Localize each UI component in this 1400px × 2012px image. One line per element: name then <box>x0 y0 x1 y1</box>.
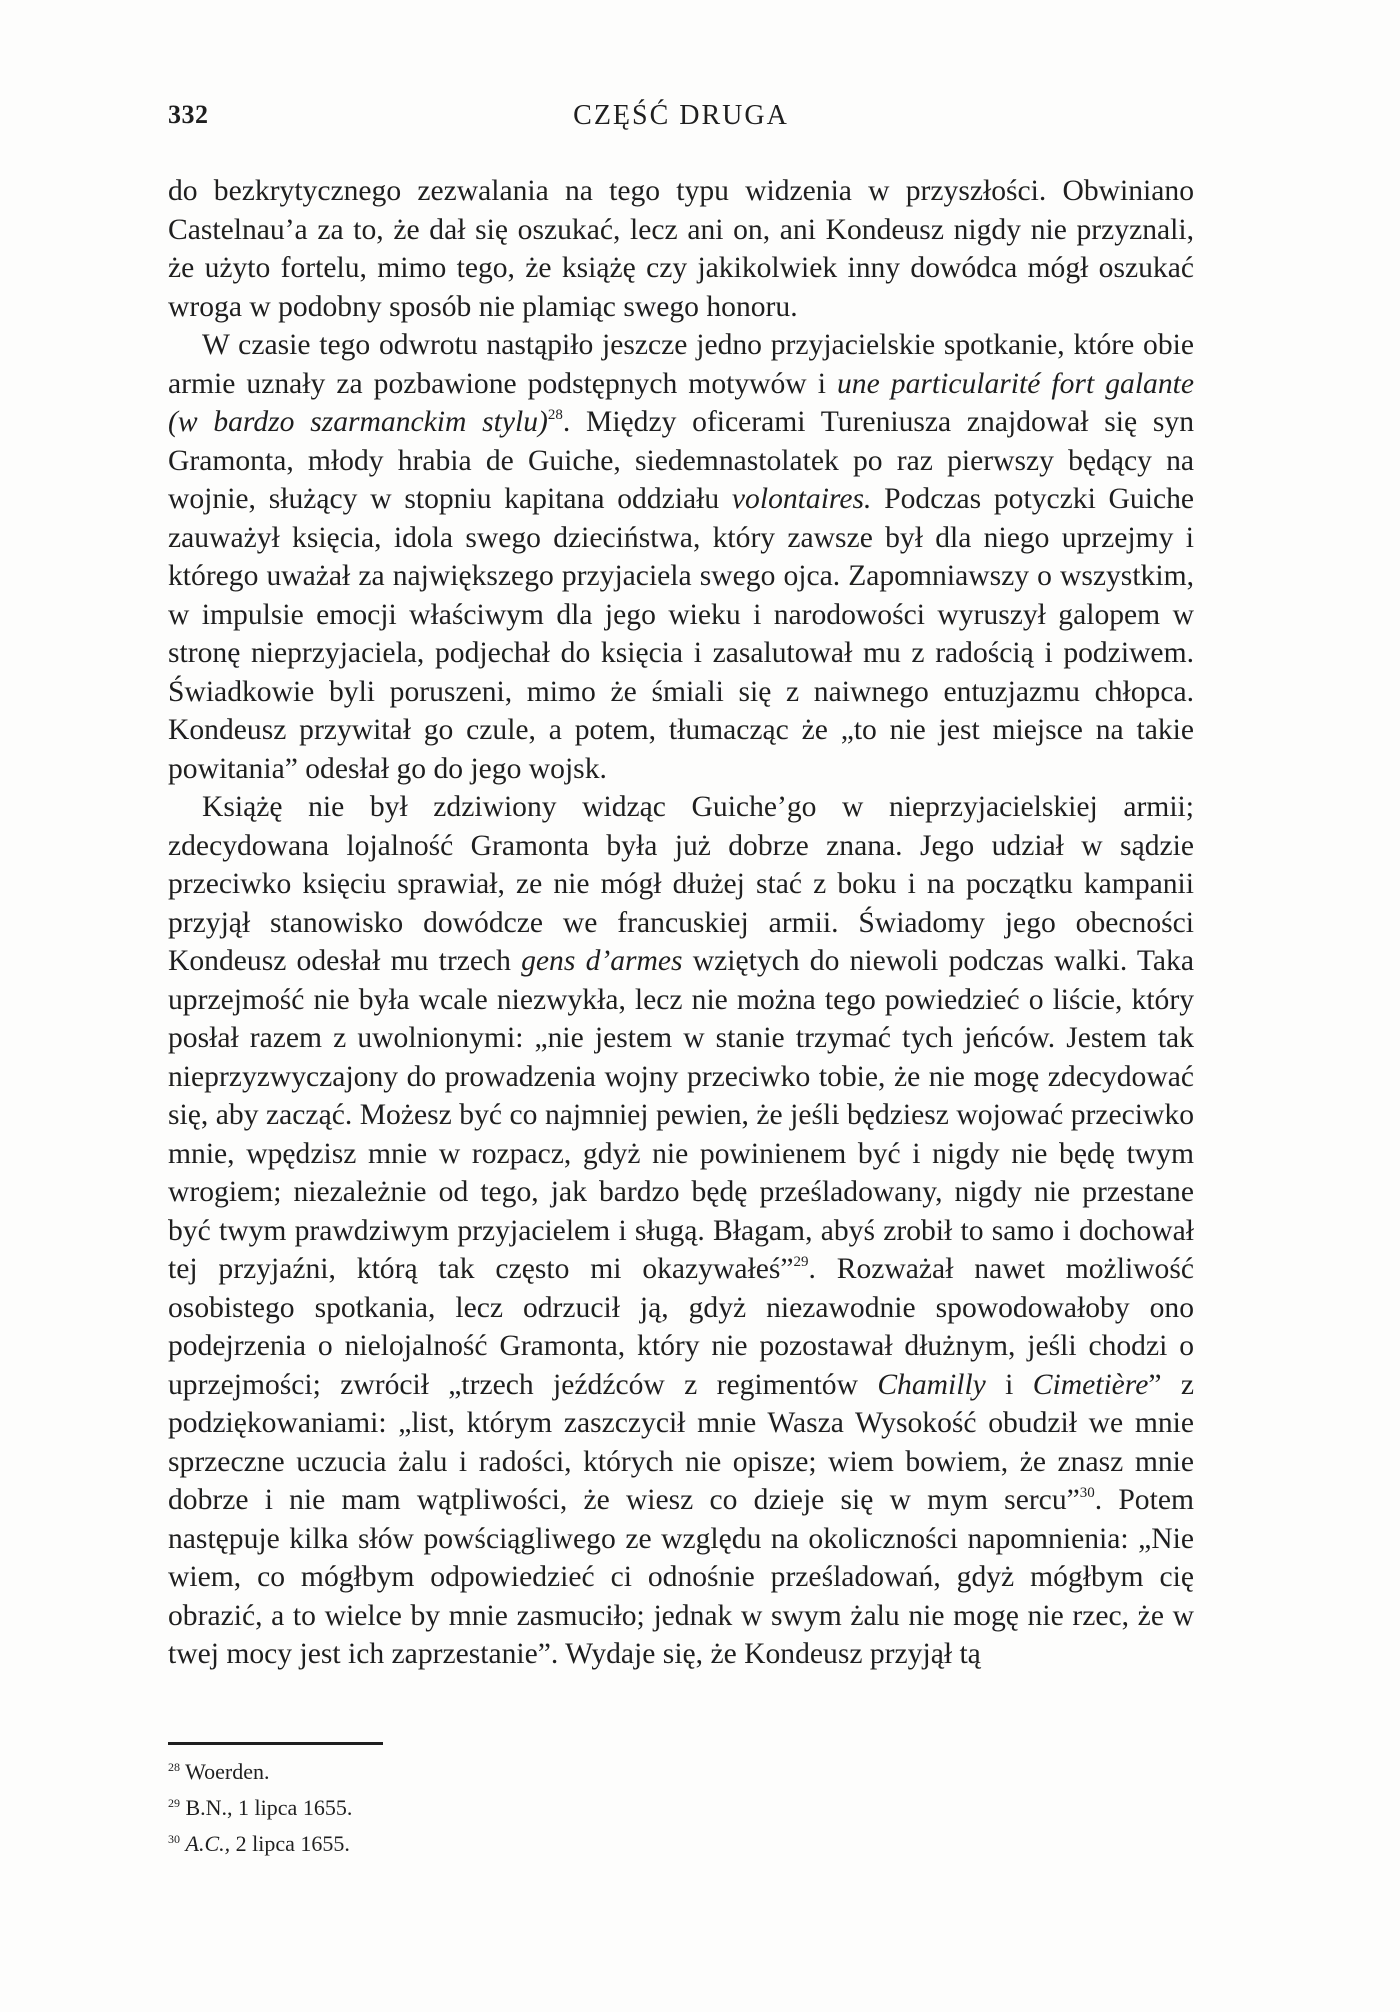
body-text <box>168 172 1194 1674</box>
footnote <box>168 1790 1194 1826</box>
footnotes <box>168 1754 1194 1862</box>
text-run: do bezkrytycznego zezwalania na tego typu widzenia w przyszłości. Obwiniano Castelnau’a za to, że dał się oszukać, lecz ani on, ani Kondeusz nigdy nie przyznali, że użyto fortelu, mimo tego, że książę czy jakikolwiek inny dowódca mógł oszukać wroga w podobny sposób nie plamiąc swego honoru. <box>168 175 1194 323</box>
text-run: W czasie tego odwrotu nastąpiło jeszcze jedno przyjacielskie spotkanie, które obie armie uznały za pozbawione podstępnych motywów i <box>168 329 1194 400</box>
italic-text: volontaires. <box>731 483 872 515</box>
text-run: ” z podziękowaniami: „list, którym zaszczycił mnie Wasza Wysokość obudził we mnie sprzeczne uczucia żalu i radości, których nie opisze; wiem bowiem, że znasz mnie dobrze i nie mam wątpliwości, że wiesz co dzieje się w mym sercu” <box>168 1368 1194 1516</box>
text-run: Podczas potyczki Guiche zauważył księcia, idola swego dzieciństwa, który zawsze był dla niego uprzejmy i którego uważał za największego przyjaciela swego ojca. Zapomniawszy o wszystkim, w impulsie emocji właściwym dla jego wieku i narodowości wyruszył galopem w stronę nieprzyjaciela, podjechał do księcia i zasalutował mu z radością i podziwem. Świadkowie byli poruszeni, mimo że śmiali się z naiwnego entuzjazmu chłopca. Kondeusz przywitał go czule, a potem, tłumacząc że „to nie jest miejsce na takie powitania” odesłał go do jego wojsk. <box>168 483 1195 785</box>
text-run: wziętych do niewoli podczas walki. Taka uprzejmość nie była wcale niezwykła, lecz nie można tego powiedzieć o liście, który posłał razem z uwolnionymi: „nie jestem w stanie trzymać tych jeńców. Jestem tak nieprzyzwyczajony do prowadzenia wojny przeciwko tobie, że nie mogę zdecydować się, aby zacząć. Możesz być co najmniej pewien, że jeśli będziesz wojować przeciwko mnie, wpędzisz mnie w rozpacz, gdyż nie powinienem być i nigdy nie będę twym wrogiem; niezależnie od tego, jak bardzo będę prześladowany, nigdy nie przestane być twym prawdziwym przyjacielem i sługą. Błagam, abyś zrobił to samo i dochował tej przyjaźni, którą tak często mi okazywałeś” <box>168 945 1194 1285</box>
footnote-text: Woerden. <box>185 1759 270 1784</box>
footnote <box>168 1826 1194 1862</box>
footnote-text: 2 lipca 1655. <box>230 1831 350 1856</box>
footnote-text: B.N., 1 lipca 1655. <box>185 1795 353 1820</box>
text-run: . Między oficerami Tureniusza znajdował się syn Gramonta, młody hrabia de Guiche, siedemnastolatek po raz pierwszy będący na wojnie, służący w stopniu kapitana oddziału <box>168 406 1194 515</box>
page-number: 332 <box>168 100 209 129</box>
italic-text: Cimetière <box>1032 1368 1149 1401</box>
text-run: . Potem następuje kilka słów powściągliwego ze względu na okoliczności napomnienia: „Nie wiem, co mógłbym odpowiedzieć ci odnośnie prześladowań, gdyż mógłbym cię obrazić, a to wielce by mnie zasmuciło; jednak w swym żalu nie mogę nie rzec, że w twej mocy jest ich zaprzestanie”. Wydaje się, że Kondeusz przyjął tą <box>168 1484 1194 1670</box>
text-run: . Rozważał nawet możliwość osobistego spotkania, lecz odrzucił ją, gdyż niezawodnie spowodowałoby ono podejrzenia o nielojalność Gramonta, który nie pozostawał dłużnym, jeśli chodzi o uprzejmości; zwrócił „trzech jeźdźców z regimentów <box>168 1253 1194 1401</box>
italic-text: une particularité fort galante (w bardzo szarmanckim stylu) <box>168 367 1194 438</box>
section-title: CZĘŚĆ DRUGA <box>573 100 789 131</box>
italic-text: Chamilly <box>877 1368 986 1401</box>
footnote-reference: 28 <box>547 407 563 423</box>
footnote <box>168 1754 1194 1790</box>
footnote-number: 28 <box>168 1760 180 1774</box>
paragraph <box>168 788 1194 1674</box>
footnote-number: 30 <box>168 1832 180 1846</box>
footnote-divider <box>168 1742 383 1745</box>
footnote-reference: 30 <box>1079 1485 1095 1501</box>
footnote-reference: 29 <box>793 1254 809 1270</box>
running-head <box>168 100 1194 140</box>
footnote-text: A.C., <box>185 1831 231 1856</box>
paragraph <box>168 172 1194 326</box>
text-run: i <box>985 1368 1033 1401</box>
text-run: Książę nie był zdziwiony widząc Guiche’go w nieprzyjacielskiej armii; zdecydowana lojalność Gramonta była już dobrze znana. Jego udział w sądzie przeciwko księciu sprawiał, ze nie mógł dłużej stać z boku i na początku kampanii przyjął stanowisko dowódcze we francuskiej armii. Świadomy jego obecności Kondeusz odesłał mu trzech <box>168 791 1194 977</box>
italic-text: gens d’armes <box>521 945 683 977</box>
footnote-number: 29 <box>168 1796 180 1810</box>
paragraph <box>168 326 1194 788</box>
